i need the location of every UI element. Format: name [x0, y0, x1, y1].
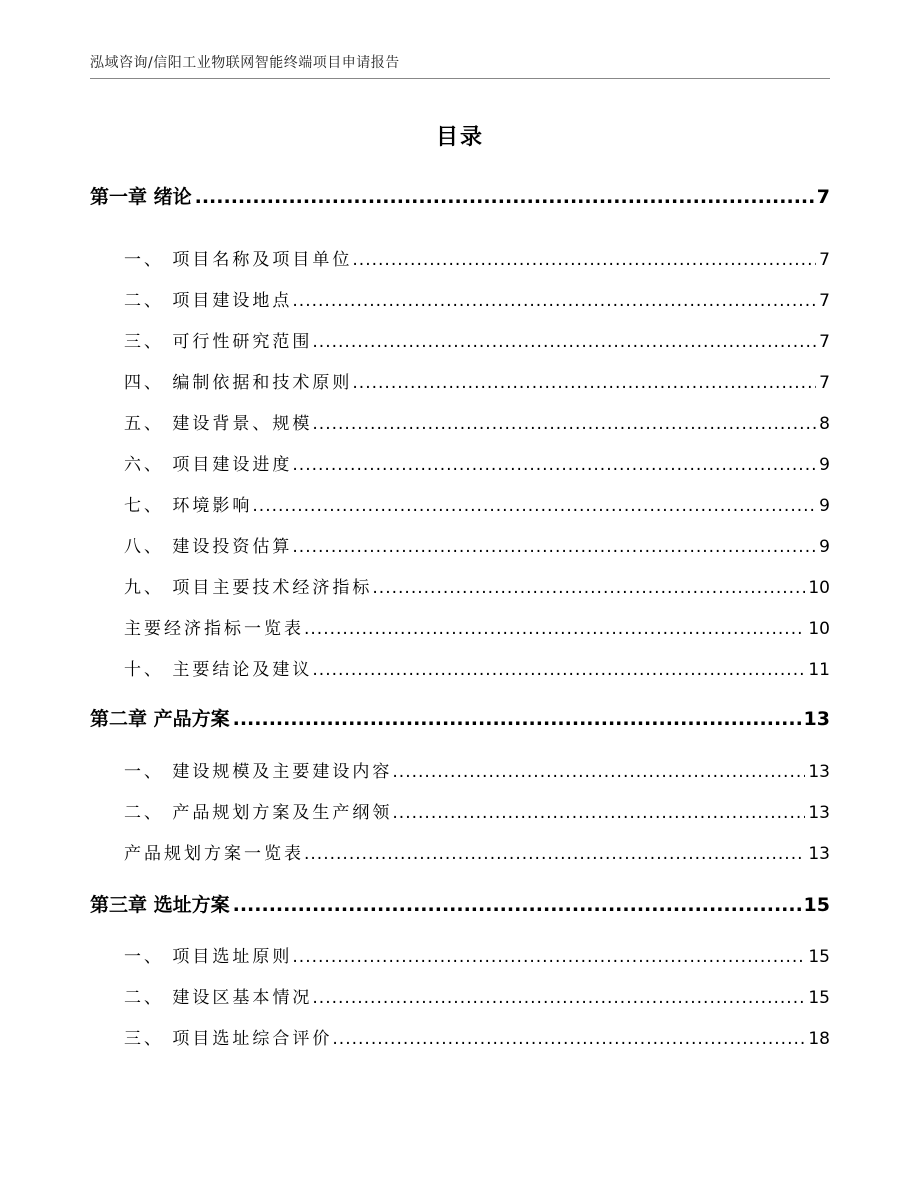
toc-entry-label: 第三章 选址方案 — [90, 894, 230, 916]
toc-chapter-entry[interactable] — [90, 704, 830, 731]
toc-page-number: 13 — [803, 708, 830, 730]
dot-leader — [312, 660, 805, 680]
toc-section-entry[interactable] — [90, 327, 830, 352]
toc-section-entry[interactable] — [90, 839, 830, 864]
toc-page-number: 7 — [816, 186, 830, 208]
toc-entry-label: 三、 项目选址综合评价 — [124, 1029, 333, 1049]
dot-leader — [392, 803, 805, 823]
dot-leader — [352, 250, 816, 270]
toc-page-number: 13 — [808, 844, 830, 864]
toc-section-entry[interactable] — [90, 757, 830, 782]
dot-leader — [352, 373, 816, 393]
toc-page-number: 11 — [808, 660, 830, 680]
toc-entry-label: 六、 项目建设进度 — [124, 455, 293, 475]
toc-page-number: 7 — [819, 291, 830, 311]
toc-entry-label: 二、 项目建设地点 — [124, 291, 293, 311]
dot-leader — [292, 537, 816, 557]
toc-entry-label: 三、 可行性研究范围 — [124, 332, 313, 352]
toc-page-number: 7 — [819, 373, 830, 393]
toc-chapter-entry[interactable] — [90, 890, 830, 917]
toc-entry-label: 四、 编制依据和技术原则 — [124, 373, 353, 393]
dot-leader — [372, 578, 805, 598]
toc-section-entry[interactable] — [90, 245, 830, 270]
toc-page-number: 10 — [808, 578, 830, 598]
toc-section-entry[interactable] — [90, 655, 830, 680]
dot-leader — [233, 708, 801, 730]
toc-entry-label: 主要经济指标一览表 — [124, 619, 304, 639]
toc-page-number: 15 — [808, 988, 830, 1008]
dot-leader — [252, 496, 816, 516]
toc-section-entry[interactable] — [90, 983, 830, 1008]
toc-page-number: 15 — [808, 947, 830, 967]
dot-leader — [304, 619, 805, 639]
toc-page-number: 9 — [819, 455, 830, 475]
toc-section-entry[interactable] — [90, 614, 830, 639]
dot-leader — [332, 1029, 805, 1049]
toc-section-entry[interactable] — [90, 573, 830, 598]
toc-entry-label: 五、 建设背景、规模 — [124, 414, 313, 434]
toc-chapter-entry[interactable] — [90, 182, 830, 209]
dot-leader — [292, 291, 816, 311]
toc-entry-label: 第二章 产品方案 — [90, 708, 230, 730]
toc-page-number: 7 — [819, 332, 830, 352]
dot-leader — [195, 186, 814, 208]
running-header: 泓域咨询/信阳工业物联网智能终端项目申请报告 — [90, 55, 400, 71]
toc-entry-label: 八、 建设投资估算 — [124, 537, 293, 557]
toc-page-number: 15 — [803, 894, 830, 916]
toc-page-number: 13 — [808, 803, 830, 823]
dot-leader — [312, 414, 816, 434]
dot-leader — [312, 988, 805, 1008]
toc-section-entry[interactable] — [90, 798, 830, 823]
toc-entry-label: 一、 项目选址原则 — [124, 947, 293, 967]
toc-section-entry[interactable] — [90, 1024, 830, 1049]
toc-entry-label: 二、 产品规划方案及生产纲领 — [124, 803, 393, 823]
dot-leader — [392, 762, 805, 782]
toc-page-number: 8 — [819, 414, 830, 434]
toc-section-entry[interactable] — [90, 368, 830, 393]
dot-leader — [292, 455, 816, 475]
toc-page-number: 18 — [808, 1029, 830, 1049]
dot-leader — [233, 894, 801, 916]
dot-leader — [304, 844, 805, 864]
toc-section-entry[interactable] — [90, 286, 830, 311]
toc-section-entry[interactable] — [90, 450, 830, 475]
dot-leader — [292, 947, 805, 967]
toc-page-number: 10 — [808, 619, 830, 639]
toc-entry-label: 二、 建设区基本情况 — [124, 988, 313, 1008]
toc-entry-label: 九、 项目主要技术经济指标 — [124, 578, 373, 598]
toc-page-number: 9 — [819, 496, 830, 516]
toc-title: 目录 — [435, 125, 484, 150]
dot-leader — [312, 332, 816, 352]
header-divider — [90, 78, 830, 79]
toc-page-number: 7 — [819, 250, 830, 270]
toc-page-number: 9 — [819, 537, 830, 557]
toc-entry-label: 十、 主要结论及建议 — [124, 660, 313, 680]
toc-entry-label: 一、 项目名称及项目单位 — [124, 250, 353, 270]
toc-section-entry[interactable] — [90, 532, 830, 557]
toc-page-number: 13 — [808, 762, 830, 782]
toc-entry-label: 一、 建设规模及主要建设内容 — [124, 762, 393, 782]
toc-section-entry[interactable] — [90, 491, 830, 516]
toc-entry-label: 第一章 绪论 — [90, 186, 192, 208]
toc-section-entry[interactable] — [90, 942, 830, 967]
toc-entry-label: 七、 环境影响 — [124, 496, 253, 516]
toc-entry-label: 产品规划方案一览表 — [124, 844, 304, 864]
toc-section-entry[interactable] — [90, 409, 830, 434]
